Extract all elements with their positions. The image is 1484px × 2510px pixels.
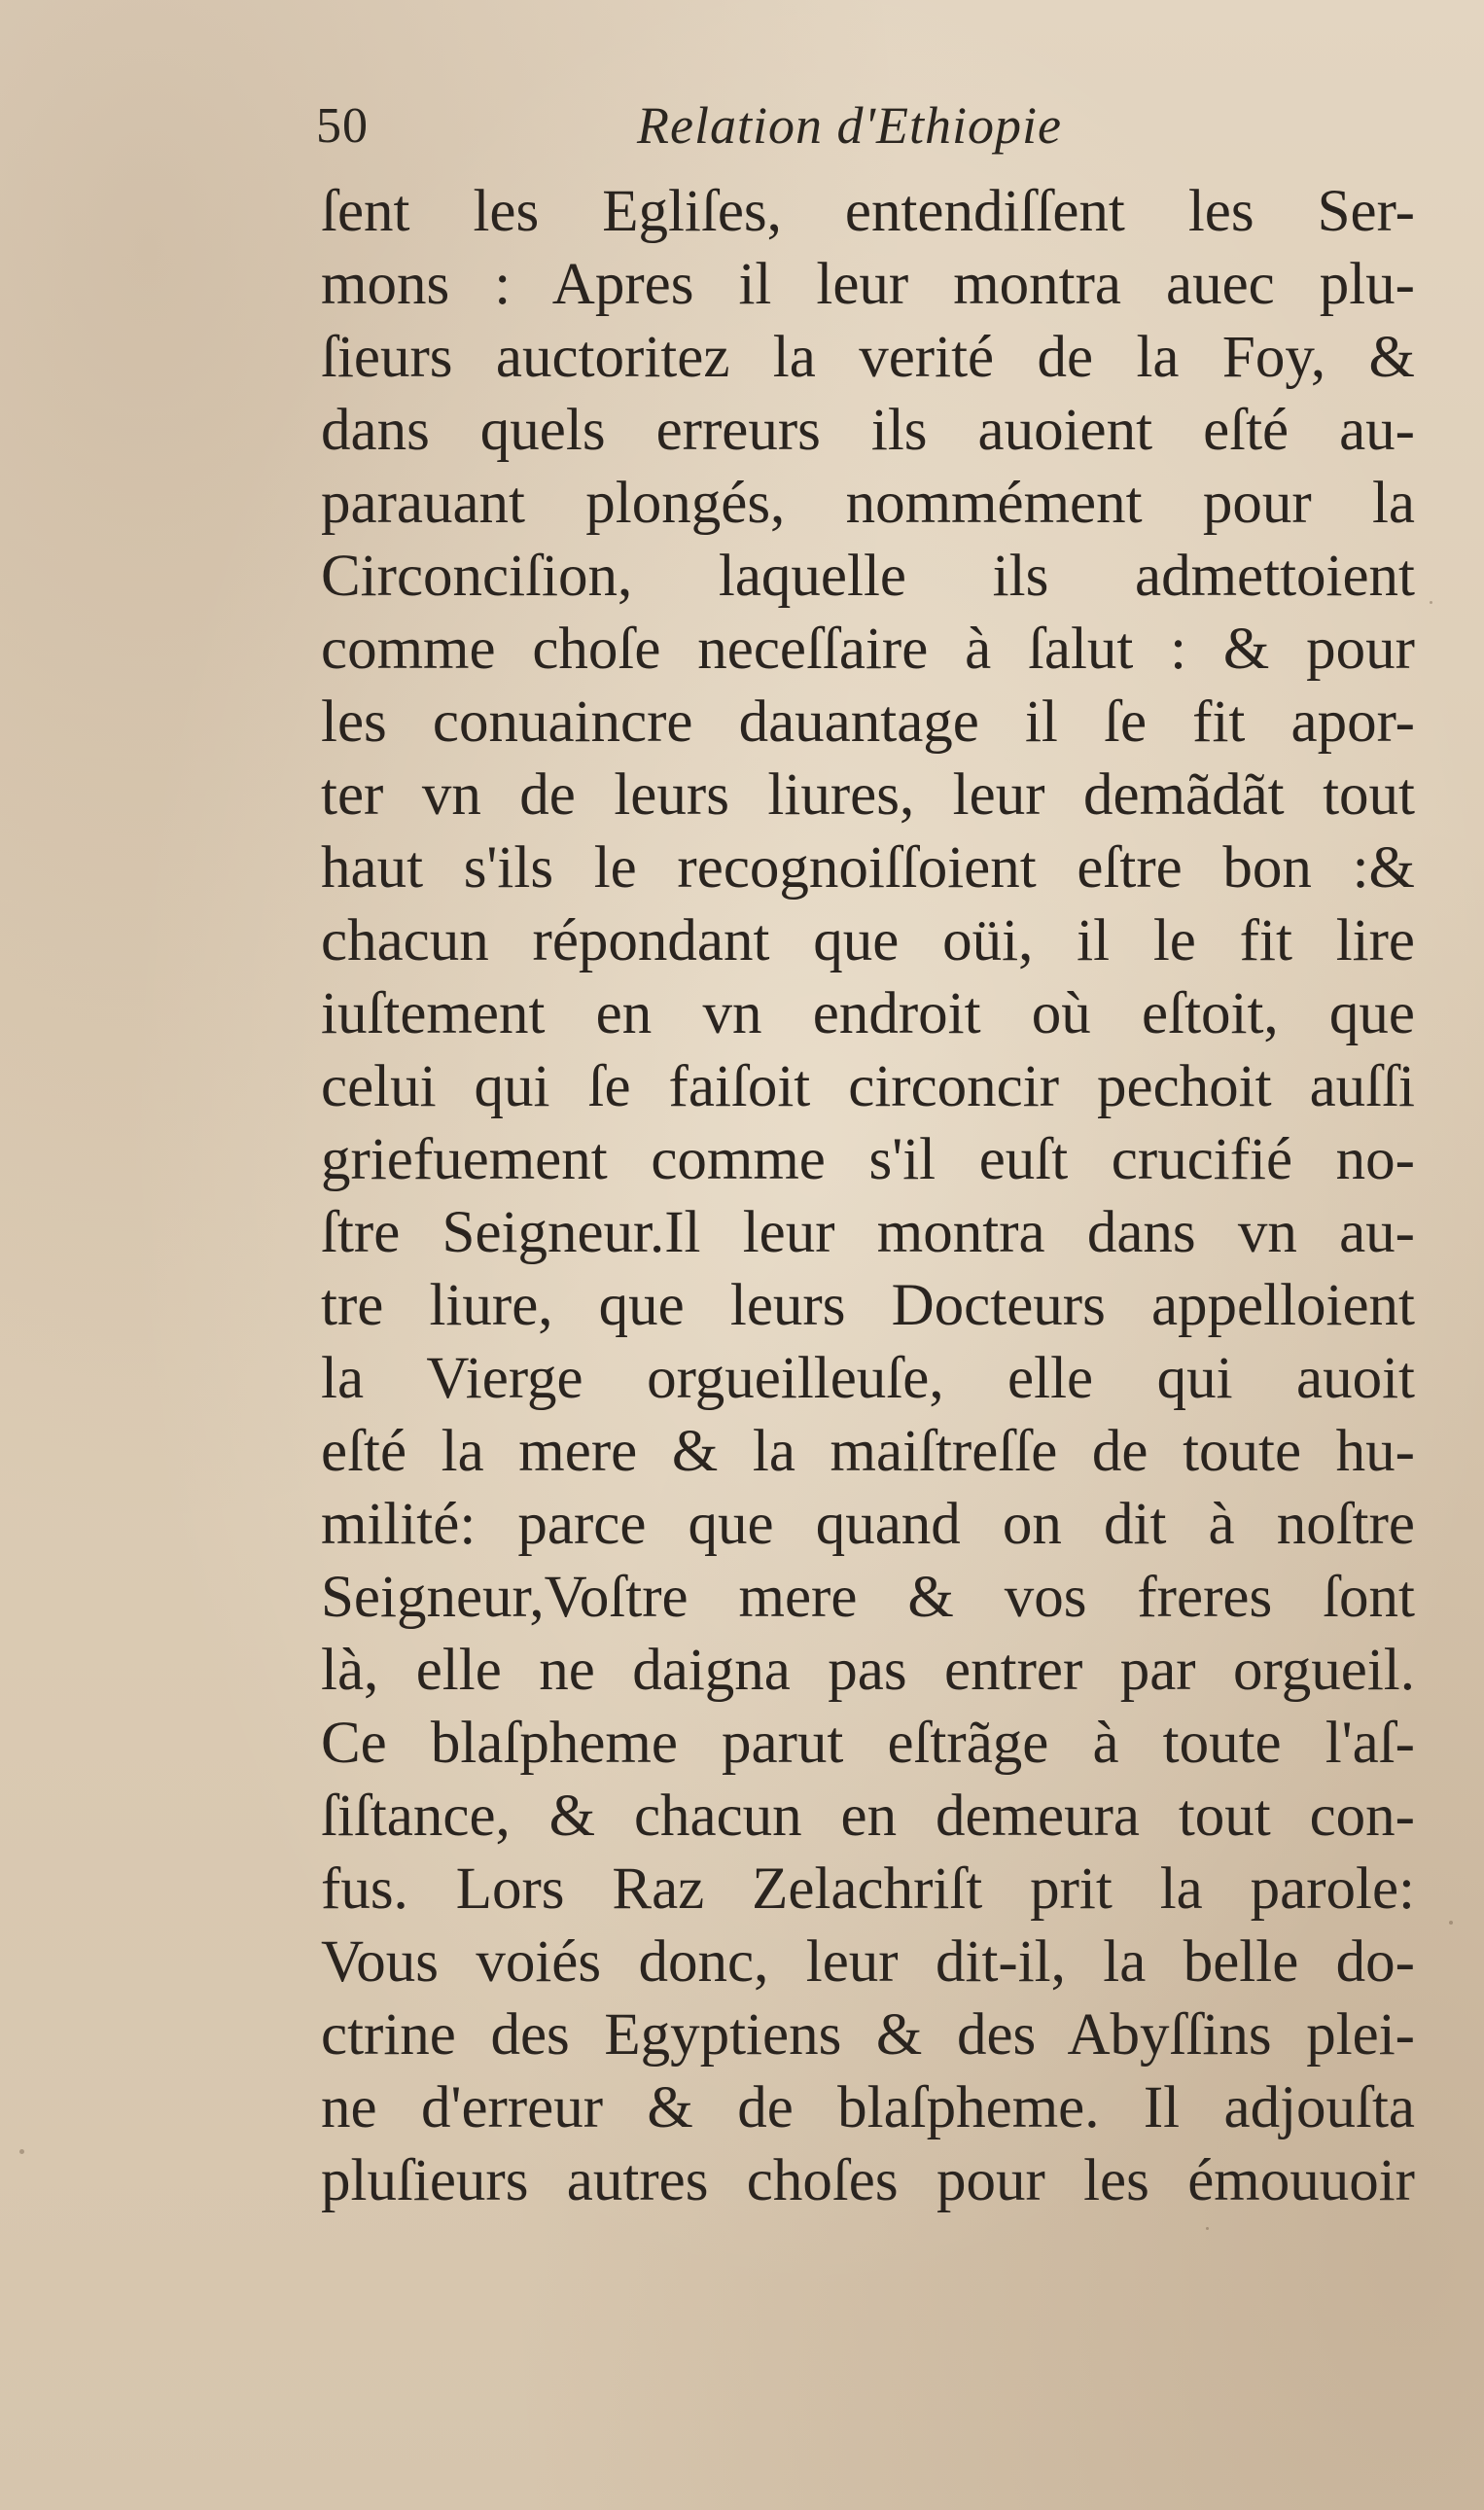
paper-speck <box>1430 601 1432 604</box>
running-head <box>316 95 1289 173</box>
text-line: mons : Apres il leur montra auec plu- <box>321 252 1415 317</box>
text-line: pluſieurs autres choſes pour les émouuoir <box>321 2148 1415 2213</box>
paper-speck <box>1206 2227 1209 2230</box>
paper-speck <box>1449 1921 1453 1925</box>
text-line: ctrine des Egyptiens & des Abyſſins plei- <box>321 2002 1415 2068</box>
text-line: Ce blaſpheme parut eſtrãge à toute l'aſ- <box>321 1711 1415 1776</box>
text-line: Seigneur,Voſtre mere & vos freres ſont <box>321 1565 1415 1630</box>
text-line: ſieurs auctoritez la verité de la Foy, & <box>321 325 1415 390</box>
text-line: celui qui ſe faiſoit circoncir pechoit auſſi <box>321 1054 1415 1119</box>
text-line: tre liure, que leurs Docteurs appelloient <box>321 1273 1415 1338</box>
text-line: ſent les Egliſes, entendiſſent les Ser- <box>321 179 1415 244</box>
text-line: griefuement comme s'il euſt crucifié no- <box>321 1127 1415 1192</box>
text-line: chacun répondant que oüi, il le fit lire <box>321 908 1415 973</box>
text-line: Vous voiés donc, leur dit-il, la belle do- <box>321 1929 1415 1995</box>
text-line: ſiſtance, & chacun en demeura tout con- <box>321 1784 1415 1849</box>
text-line: la Vierge orgueilleuſe, elle qui auoit <box>321 1346 1415 1411</box>
page-number: 50 <box>316 98 369 154</box>
text-line: ne d'erreur & de blaſpheme. Il adjouſta <box>321 2075 1415 2140</box>
text-line: ſtre Seigneur.Il leur montra dans vn au- <box>321 1200 1415 1265</box>
text-line: dans quels erreurs ils auoient eſté au- <box>321 398 1415 463</box>
text-line: eſté la mere & la maiſtreſſe de toute hu- <box>321 1419 1415 1484</box>
running-title: Relation d'Ethiopie <box>637 96 1062 155</box>
text-line: parauant plongés, nommément pour la <box>321 471 1415 536</box>
text-line: là, elle ne daigna pas entrer par orgueil. <box>321 1638 1415 1703</box>
text-line: les conuaincre dauantage il ſe fit apor- <box>321 689 1415 755</box>
text-line: iuſtement en vn endroit où eſtoit, que <box>321 981 1415 1046</box>
text-line: comme choſe neceſſaire à ſalut : & pour <box>321 617 1415 682</box>
body-text <box>321 175 1415 2217</box>
paper-speck <box>19 2149 24 2154</box>
text-line: milité: parce que quand on dit à noſtre <box>321 1492 1415 1557</box>
text-line: ter vn de leurs liures, leur demãdãt tout <box>321 762 1415 828</box>
text-line: fus. Lors Raz Zelachriſt prit la parole: <box>321 1856 1415 1922</box>
text-line: haut s'ils le recognoiſſoient eſtre bon :& <box>321 835 1415 901</box>
text-line: Circonciſion, laquelle ils admettoient <box>321 544 1415 609</box>
